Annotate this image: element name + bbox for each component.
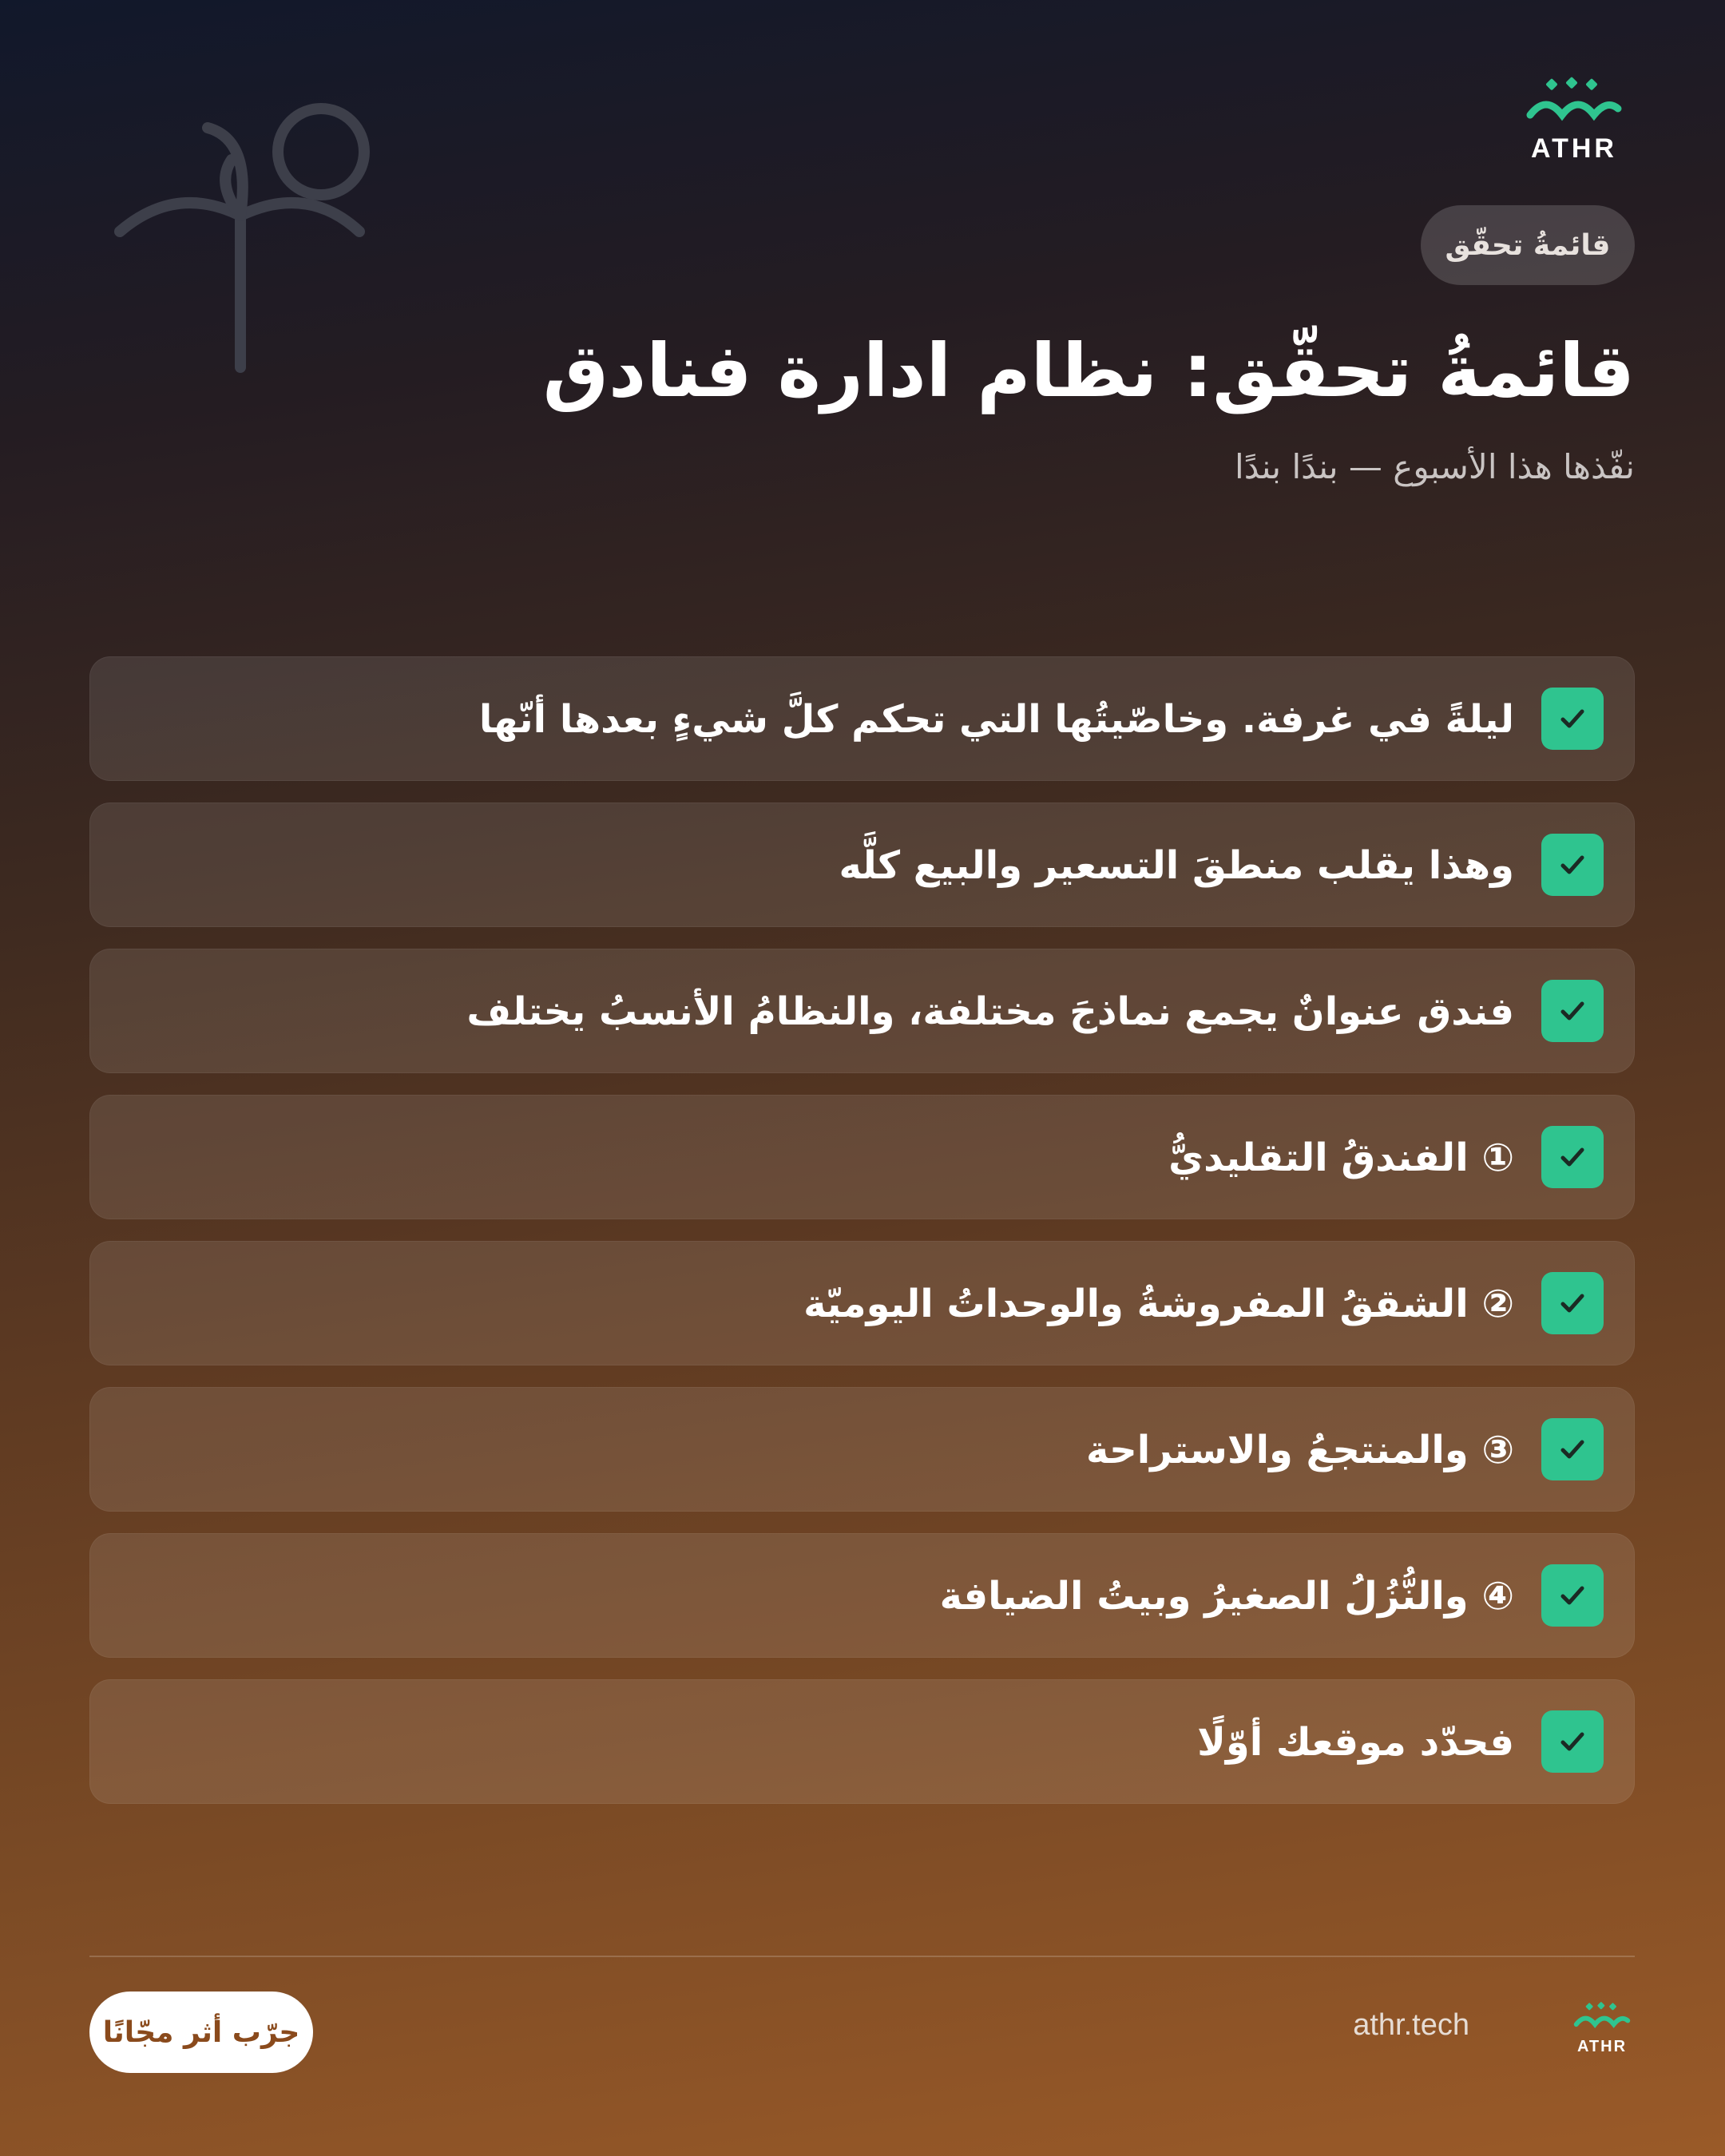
checklist-item-text: ليلةً في غرفة. وخاصّيتُها التي تحكم كلَّ شيءٍ بعدها أنّها xyxy=(478,697,1514,742)
checkmark-icon[interactable] xyxy=(1541,980,1604,1042)
checklist-item-text: فحدّد موقعك أوّلًا xyxy=(1197,1720,1514,1765)
checklist-item-text: فندق عنوانٌ يجمع نماذجَ مختلفة، والنظامُ الأنسبُ يختلف xyxy=(466,989,1514,1034)
footer-logo xyxy=(1569,2000,1635,2056)
checklist-item xyxy=(89,1095,1635,1219)
checkmark-icon[interactable] xyxy=(1541,1710,1604,1773)
logo-wordmark: ATHR xyxy=(1531,133,1617,164)
checklist-item xyxy=(89,1533,1635,1658)
checkmark-icon[interactable] xyxy=(1541,1126,1604,1188)
checklist-item-text: ① الفندقُ التقليديُّ xyxy=(1168,1135,1514,1180)
footer-divider xyxy=(89,1956,1635,1957)
page-subtitle: نفّذها هذا الأسبوع — بندًا بندًا xyxy=(1235,447,1635,486)
page-title: قائمةُ تحقّق: نظام ادارة فنادق xyxy=(542,328,1635,414)
athr-mark-icon xyxy=(1524,77,1624,123)
checkmark-icon[interactable] xyxy=(1541,1418,1604,1480)
checklist-item xyxy=(89,949,1635,1073)
checklist-item xyxy=(89,1241,1635,1365)
palm-tree-icon xyxy=(112,96,383,386)
athr-mark-icon xyxy=(1572,2000,1632,2031)
athr-logo xyxy=(1514,77,1634,164)
checkmark-icon[interactable] xyxy=(1541,834,1604,896)
checklist-item xyxy=(89,656,1635,781)
checklist-item-text: ④ والنُّزُلُ الصغيرُ وبيتُ الضيافة xyxy=(939,1574,1514,1619)
checklist-item xyxy=(89,1387,1635,1512)
website-link[interactable]: athr.tech xyxy=(1353,2008,1469,2042)
logo-wordmark: ATHR xyxy=(1576,2038,1628,2055)
checkmark-icon[interactable] xyxy=(1541,1272,1604,1334)
category-tag: قائمةُ تحقّق xyxy=(1421,205,1635,285)
checklist-item-text: وهذا يقلب منطقَ التسعير والبيع كلَّه xyxy=(839,843,1514,888)
checklist-item xyxy=(89,803,1635,927)
try-free-button[interactable]: جرّب أثر مجّانًا xyxy=(89,1992,313,2073)
checkmark-icon[interactable] xyxy=(1541,1564,1604,1627)
checklist-item xyxy=(89,1679,1635,1804)
checklist xyxy=(89,656,1635,1825)
checklist-item-text: ③ والمنتجعُ والاستراحة xyxy=(1086,1428,1514,1472)
checkmark-icon[interactable] xyxy=(1541,688,1604,750)
checklist-item-text: ② الشققُ المفروشةُ والوحداتُ اليوميّة xyxy=(803,1282,1514,1326)
